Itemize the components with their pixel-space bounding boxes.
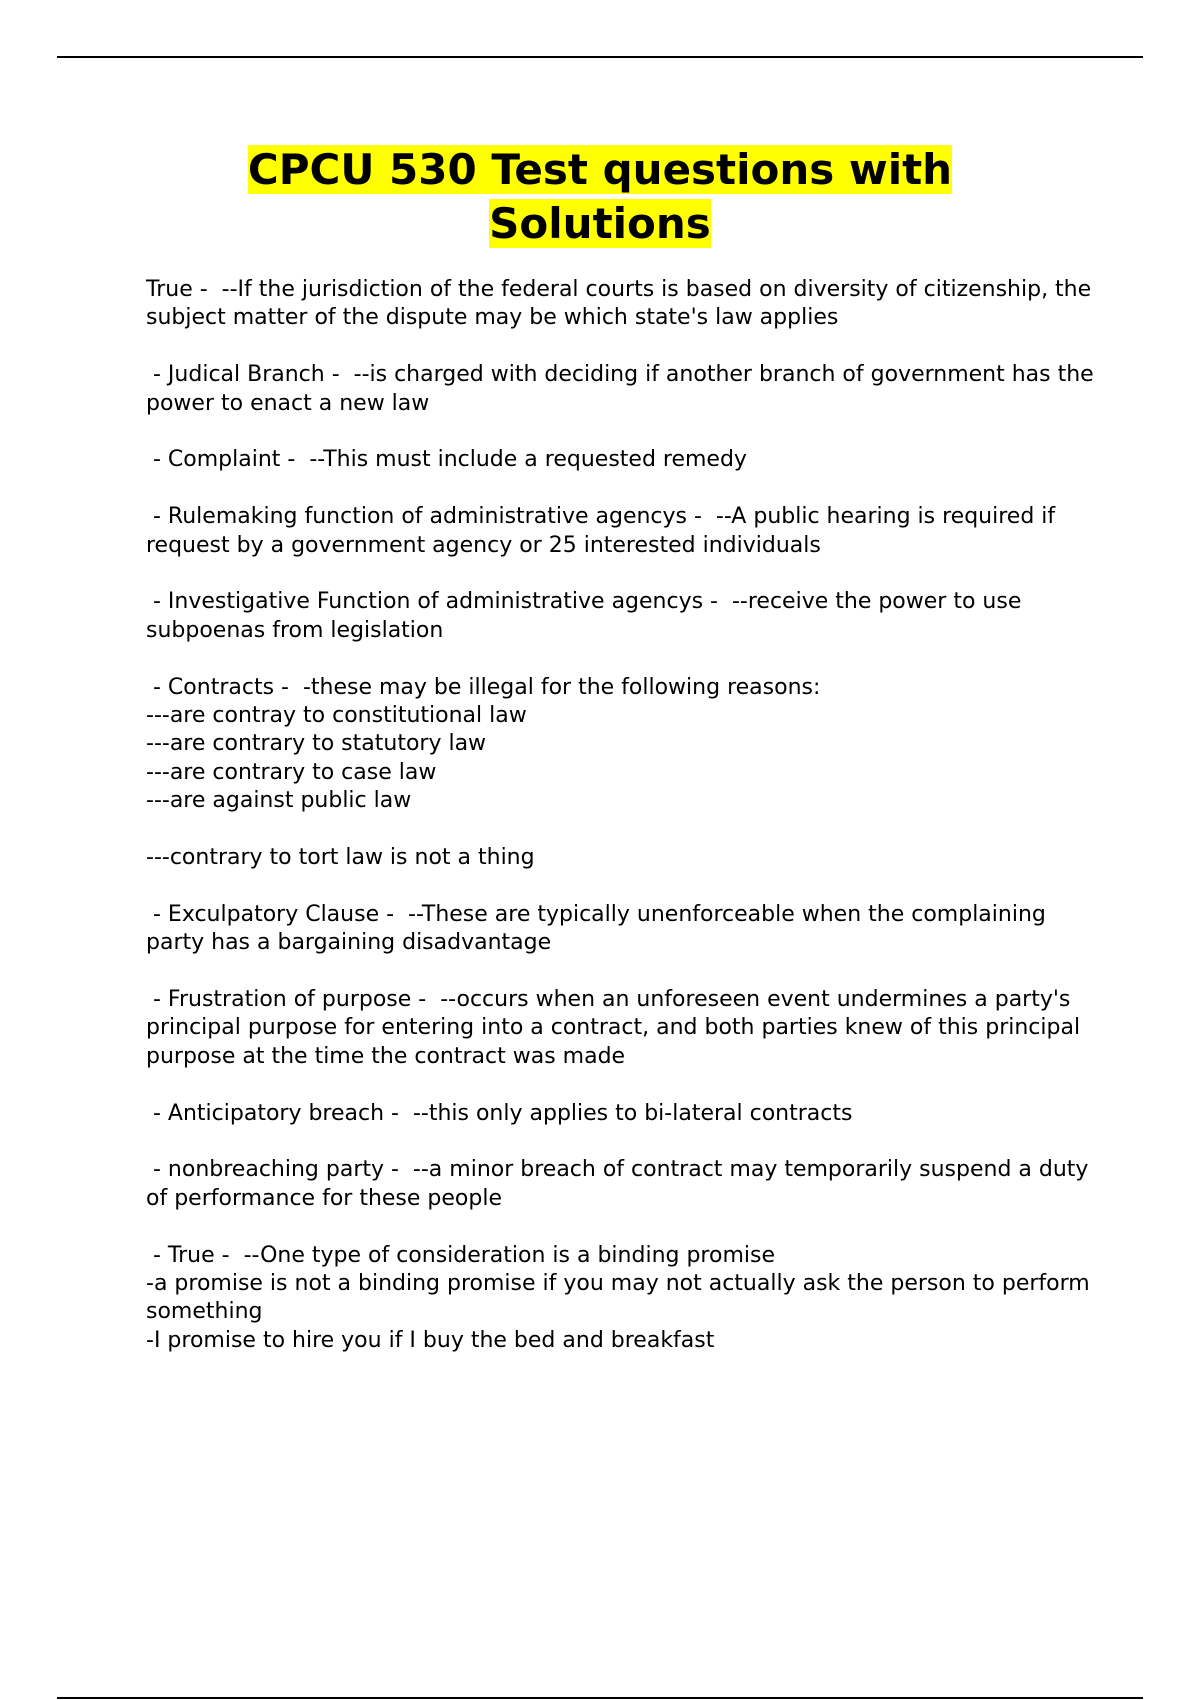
question-entry: [146, 503, 1096, 560]
entry-line: - True - --One type of consideration is a binding promise: [146, 1242, 775, 1268]
entry-line: - Investigative Function of administrative agencys - --receive the power to use subpoenas from legislation: [146, 589, 1029, 643]
entry-line: ---are contrary to statutory law: [146, 731, 487, 757]
question-entry: [146, 446, 1096, 474]
entry-line: - Anticipatory breach - --this only applies to bi-lateral contracts: [146, 1100, 853, 1126]
entry-line: - Exculpatory Clause - --These are typically unenforceable when the complaining party has a bargaining disadvantage: [146, 901, 1053, 956]
entry-line: - Contracts - -these may be illegal for the following reasons:: [146, 674, 821, 700]
document-title-text: CPCU 530 Test questions with Solutions: [247, 145, 953, 248]
question-entry: [146, 844, 1096, 872]
entry-line: - Frustration of purpose - --occurs when an unforeseen event undermines a party's principal purpose for entering into a contract, and both parties knew of this principal purpose at the time the contract was made: [146, 987, 1088, 1069]
entry-line: -I promise to hire you if I buy the bed and breakfast: [146, 1327, 715, 1353]
entry-line: True - --If the jurisdiction of the federal courts is based on diversity of citizenship, the subject matter of the dispute may be which state's law applies: [146, 277, 1099, 331]
question-entry: [146, 674, 1096, 816]
entry-line: - Judical Branch - --is charged with deciding if another branch of government has the power to enact a new law: [146, 362, 1101, 416]
top-rule: [57, 56, 1143, 58]
entry-line: -a promise is not a binding promise if you may not actually ask the person to perform something: [146, 1271, 1097, 1325]
entry-line: - Rulemaking function of administrative agencys - --A public hearing is required if request by a government agency or 25 interested individuals: [146, 504, 1063, 558]
question-entry: [146, 901, 1096, 958]
question-entry: [146, 1156, 1096, 1213]
entry-line: ---are contrary to case law: [146, 759, 437, 785]
entry-line: ---are against public law: [146, 788, 412, 814]
entry-line: ---are contray to constitutional law: [146, 703, 527, 729]
question-entry: [146, 588, 1096, 645]
question-entry: [146, 276, 1099, 333]
document-title: [100, 143, 1100, 251]
entry-line: ---contrary to tort law is not a thing: [146, 845, 535, 871]
question-entry: [146, 986, 1096, 1071]
question-entry: [146, 1100, 1096, 1128]
question-list: [146, 276, 1101, 1384]
entry-line: - nonbreaching party - --a minor breach of contract may temporarily suspend a duty of performance for these people: [146, 1157, 1096, 1211]
question-entry: [146, 1242, 1096, 1356]
entry-line: - Complaint - --This must include a requested remedy: [146, 447, 747, 473]
bottom-rule: [57, 1697, 1143, 1699]
question-entry: [146, 361, 1101, 418]
